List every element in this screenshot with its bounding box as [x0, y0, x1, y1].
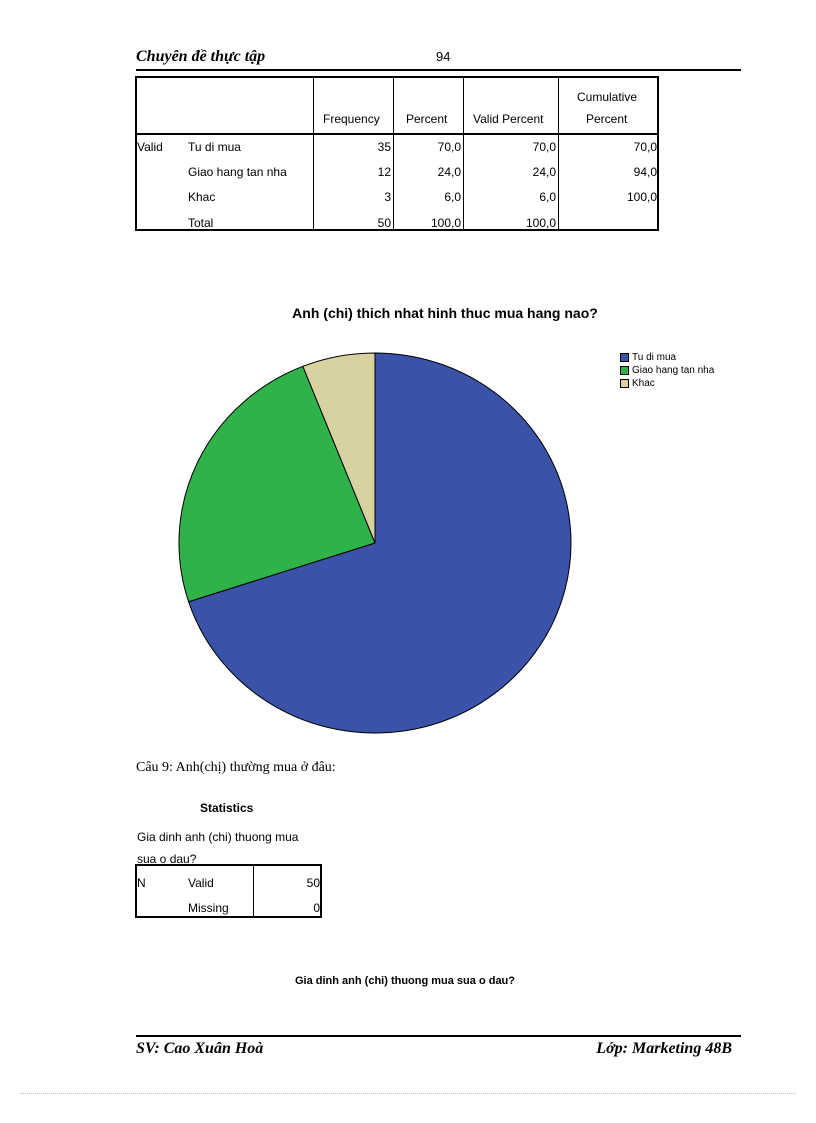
- table-cell-percent: 100,0: [430, 216, 461, 230]
- statistics-group-n: N: [137, 876, 146, 890]
- statistics-variable-line: sua o dau?: [137, 852, 197, 866]
- legend-label: Tu di mua: [632, 352, 677, 363]
- page-number: 94: [436, 49, 451, 64]
- statistics-variable-line: Gia dinh anh (chi) thuong mua: [137, 830, 299, 844]
- legend-swatch: [620, 379, 629, 388]
- chart-legend: [620, 351, 714, 390]
- col-header-valid-percent: Valid Percent: [473, 112, 544, 126]
- col-header-cumulative-percent: Percent: [586, 112, 628, 126]
- table-row-label: Tu di mua: [188, 140, 241, 154]
- frequency-table: [135, 76, 659, 231]
- question-text: Câu 9: Anh(chị) thường mua ở đâu:: [136, 760, 336, 775]
- header-rule: [136, 69, 741, 71]
- col-header-frequency: Frequency: [323, 112, 380, 126]
- table-row-label: Giao hang tan nha: [188, 165, 287, 179]
- table-cell-valid-percent: 24,0: [532, 165, 556, 179]
- table-cell-frequency: 3: [384, 190, 391, 204]
- table-cell-cumulative: 94,0: [633, 165, 657, 179]
- table-row-label: Khac: [188, 190, 216, 204]
- table-cell-frequency: 50: [377, 216, 391, 230]
- table-cell-valid-percent: 6,0: [539, 190, 556, 204]
- row-group-valid: Valid: [137, 140, 163, 154]
- table-cell-frequency: 12: [377, 165, 391, 179]
- col-header-percent: Percent: [406, 112, 448, 126]
- table-cell-cumulative: 70,0: [633, 140, 657, 154]
- footer-student: SV: Cao Xuân Hoà: [136, 1040, 264, 1057]
- statistics-row-label: Valid: [188, 876, 214, 890]
- page-edge-dotted-line: [20, 1093, 796, 1094]
- table-cell-valid-percent: 70,0: [532, 140, 556, 154]
- table-cell-valid-percent: 100,0: [525, 216, 556, 230]
- table-header-divider: [137, 133, 657, 135]
- legend-item: [620, 377, 714, 390]
- legend-item: [620, 364, 714, 377]
- col-header-cumulative: Cumulative: [577, 90, 638, 104]
- table-cell-percent: 6,0: [444, 190, 461, 204]
- table-cell-percent: 70,0: [437, 140, 461, 154]
- chart-title: Anh (chi) thich nhat hinh thuc mua hang nao?: [292, 305, 598, 321]
- table-row-label: Total: [188, 216, 214, 230]
- footer-class: Lớp: Marketing 48B: [596, 1040, 732, 1057]
- legend-swatch: [620, 353, 629, 362]
- statistics-row-value: 50: [306, 876, 320, 890]
- legend-item: [620, 351, 714, 364]
- statistics-row-label: Missing: [188, 901, 229, 915]
- statistics-row-value: 0: [313, 901, 320, 915]
- pie-slices: [179, 353, 571, 733]
- legend-swatch: [620, 366, 629, 375]
- legend-label: Giao hang tan nha: [632, 365, 715, 376]
- statistics-title: Statistics: [200, 801, 254, 815]
- table-cell-cumulative: 100,0: [626, 190, 657, 204]
- legend-label: Khac: [632, 378, 655, 389]
- table-cell-percent: 24,0: [437, 165, 461, 179]
- statistics-table: [135, 864, 322, 918]
- table-cell-frequency: 35: [377, 140, 391, 154]
- footer-rule: [136, 1035, 741, 1037]
- second-chart-title: Gia dinh anh (chi) thuong mua sua o dau?: [295, 975, 515, 987]
- pie-chart: [170, 343, 580, 743]
- header-title: Chuyên đề thực tập: [136, 48, 266, 65]
